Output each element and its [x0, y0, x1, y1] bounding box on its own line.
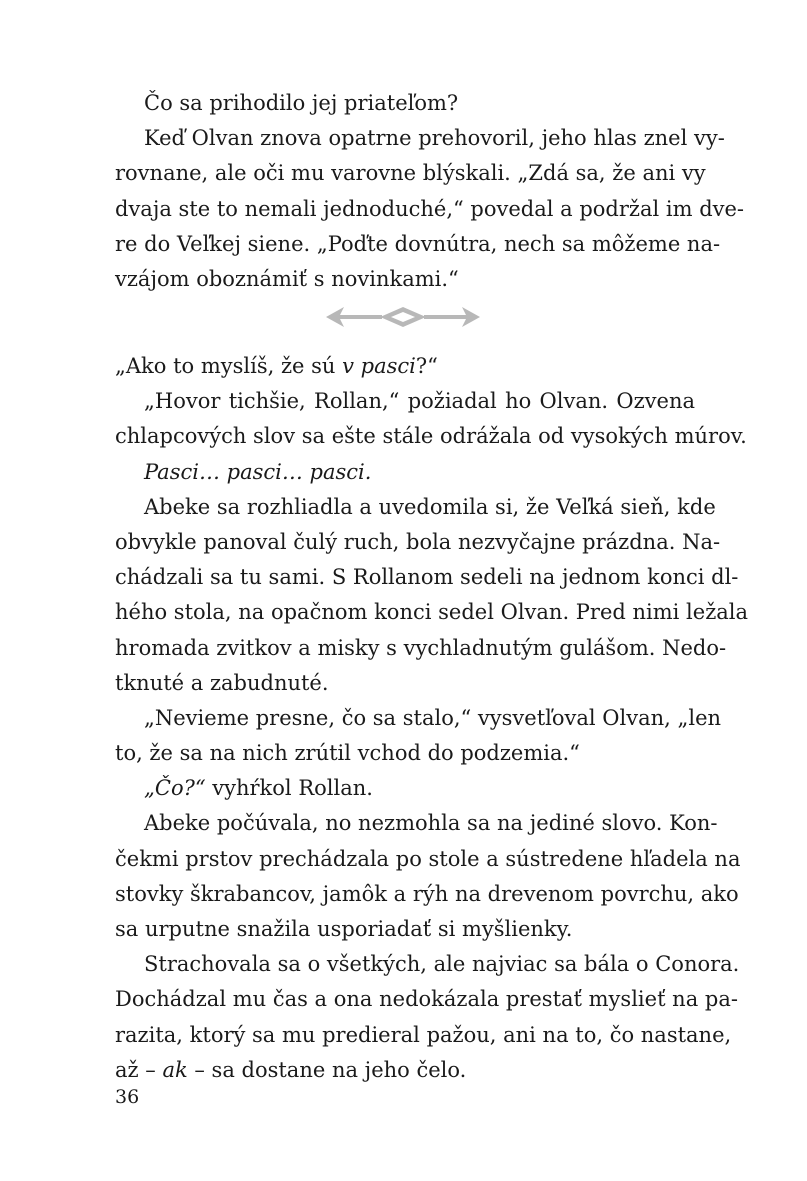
text-line: Strachovala sa o všetkých, ale najviac sa bála o Conora. [144, 952, 740, 977]
text-line: dvaja ste to nemali jednoduché,“ povedal a podržal im dve- [115, 196, 745, 221]
text-line: hého stola, na opačnom konci sedel Olvan. Pred nimi ležala [115, 600, 749, 625]
page-number: 36 [115, 1086, 140, 1108]
text-line: re do Veľkej siene. „Poďte dovnútra, nech sa môžeme na- [115, 231, 721, 256]
text-line: vzájom oboznámiť s novinkami.“ [115, 266, 459, 291]
text-line: stovky škrabancov, jamôk a rýh na drevenom povrchu, ako [115, 881, 739, 906]
text-line: to, že sa na nich zrútil vchod do podzemia.“ [115, 741, 580, 766]
text-line: „Čo?“ vyhŕkol Rollan. [144, 776, 373, 801]
text-line: razita, ktorý sa mu predieral pažou, ani na to, čo nastane, [115, 1022, 732, 1047]
text-line: chádzali sa tu sami. S Rollanom sedeli na jednom konci dl- [115, 565, 739, 590]
text-line: Čo sa prihodilo jej priateľom? [144, 91, 459, 115]
text-line: až – ak – sa dostane na jeho čelo. [115, 1057, 467, 1082]
text-line: Keď Olvan znova opatrne prehovoril, jeho hlas znel vy- [144, 126, 725, 151]
text-line: Pasci… pasci… pasci. [144, 459, 372, 484]
text-line: čekmi prstov prechádzala po stole a sústredene hľadela na [115, 846, 741, 871]
text-line: sa urputne snažila usporiadať si myšlienky. [115, 917, 573, 941]
section-break-ornament [326, 302, 480, 332]
section-1 [115, 86, 745, 297]
text-line: tknuté a zabudnuté. [115, 670, 329, 695]
text-line: chlapcových slov sa ešte stále odrážala od vysokých múrov. [115, 424, 747, 449]
text-line: Abeke sa rozhliadla a uvedomila si, že Veľká sieň, kde [144, 494, 716, 519]
text-line: rovnane, ale oči mu varovne blýskali. „Zdá sa, že ani vy [115, 161, 706, 186]
text-line: „Hovor tichšie, Rollan,“ požiadal ho Olvan. Ozvena [144, 389, 695, 414]
section-2 [115, 349, 749, 1088]
text-line: „Ako to myslíš, že sú v pasci?“ [115, 354, 438, 378]
text-line: obvykle panoval čulý ruch, bola nezvyčajne prázdna. Na- [115, 529, 721, 554]
text-line: Dochádzal mu čas a ona nedokázala prestať myslieť na pa- [115, 987, 738, 1012]
text-line: „Nevieme presne, čo sa stalo,“ vysvetľoval Olvan, „len [144, 705, 722, 730]
text-line: Abeke počúvala, no nezmohla sa na jediné slovo. Kon- [144, 811, 718, 836]
text-line: hromada zvitkov a misky s vychladnutým gulášom. Nedo- [115, 635, 727, 660]
